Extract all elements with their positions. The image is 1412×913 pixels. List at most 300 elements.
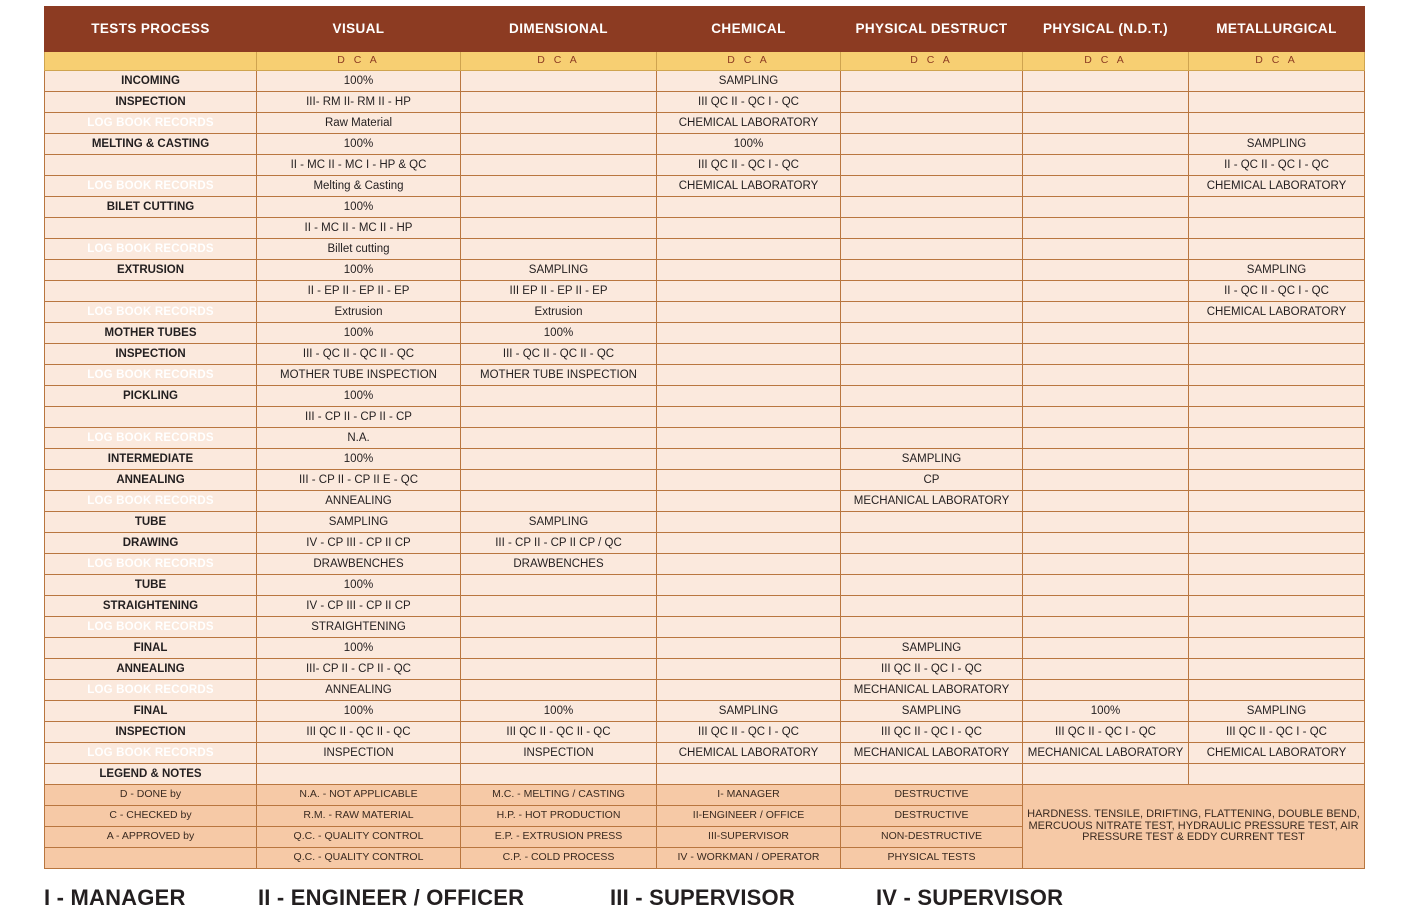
chemical-cell [657,407,841,428]
metallurgical-cell [1189,344,1365,365]
legend-visual-cell: Q.C. - QUALITY CONTROL [257,827,461,848]
table-row [45,554,1365,575]
dimensional-cell [461,617,657,638]
chemical-cell [657,596,841,617]
visual-cell: Billet cutting [257,239,461,260]
visual-cell: MOTHER TUBE INSPECTION [257,365,461,386]
legend-row [45,785,1365,806]
physical-destruct-cell [841,554,1023,575]
table-header [45,7,1365,52]
legend-physical-cell: PHYSICAL TESTS [841,848,1023,869]
metallurgical-cell [1189,365,1365,386]
ndt-cell [1023,344,1189,365]
chemical-cell [657,638,841,659]
physical-destruct-cell [841,113,1023,134]
table-row [45,596,1365,617]
dca-metallurgical: D C A [1189,52,1365,71]
physical-destruct-cell [841,407,1023,428]
process-name-cell: FINAL [45,701,257,722]
dimensional-cell: 100% [461,701,657,722]
legend-role-cell: D - DONE by [45,785,257,806]
dimensional-cell: SAMPLING [461,512,657,533]
table-row [45,533,1365,554]
visual-cell: III QC II - QC II - QC [257,722,461,743]
ndt-cell [1023,239,1189,260]
metallurgical-cell [1189,449,1365,470]
metallurgical-cell [1189,491,1365,512]
ndt-cell [1023,617,1189,638]
process-name-cell [45,281,257,302]
ndt-cell [1023,470,1189,491]
process-name-cell: TUBE [45,575,257,596]
metallurgical-cell: CHEMICAL LABORATORY [1189,176,1365,197]
legend-chemical-cell: III-SUPERVISOR [657,827,841,848]
metallurgical-cell [1189,533,1365,554]
visual-cell: ANNEALING [257,680,461,701]
metallurgical-cell [1189,239,1365,260]
physical-destruct-cell [841,197,1023,218]
visual-cell: 100% [257,575,461,596]
inspection-test-plan-table [44,6,1365,869]
visual-cell: 100% [257,71,461,92]
visual-cell: II - MC II - MC II - HP [257,218,461,239]
physical-destruct-cell [841,260,1023,281]
dimensional-cell [461,575,657,596]
dca-chemical: D C A [657,52,841,71]
process-name-cell: TUBE [45,512,257,533]
ndt-tests-notes: HARDNESS. TENSILE, DRIFTING, FLATTENING, DOUBLE BEND, MERCUOUS NITRATE TEST, HYDRAULIC PRESSURE TEST, AIR PRESSURE TEST & EDDY CURRENT TEST [1023,785,1365,869]
physical-destruct-cell [841,218,1023,239]
dimensional-cell [461,134,657,155]
metallurgical-cell: SAMPLING [1189,134,1365,155]
chemical-cell [657,323,841,344]
process-name-cell [45,218,257,239]
footer-item-supervisor-3: III - SUPERVISOR [610,885,795,910]
column-header-physical-destruct: PHYSICAL DESTRUCT [841,7,1023,52]
metallurgical-cell [1189,617,1365,638]
physical-destruct-cell [841,176,1023,197]
ndt-cell [1023,302,1189,323]
physical-destruct-cell [841,239,1023,260]
dimensional-cell: III EP II - EP II - EP [461,281,657,302]
visual-cell: II - EP II - EP II - EP [257,281,461,302]
physical-destruct-cell: III QC II - QC I - QC [841,722,1023,743]
table-row [45,512,1365,533]
ndt-cell [1023,449,1189,470]
chemical-cell: III QC II - QC I - QC [657,722,841,743]
chemical-cell: SAMPLING [657,701,841,722]
chemical-cell [657,659,841,680]
metallurgical-cell: III QC II - QC I - QC [1189,722,1365,743]
log-book-records-label: LOG BOOK RECORDS [45,176,257,197]
table-row [45,638,1365,659]
process-name-cell [45,407,257,428]
table-row [45,71,1365,92]
physical-destruct-cell [841,92,1023,113]
table-body [45,52,1365,869]
dimensional-cell [461,197,657,218]
chemical-cell [657,344,841,365]
metallurgical-cell [1189,470,1365,491]
physical-destruct-cell [841,617,1023,638]
visual-cell: STRAIGHTENING [257,617,461,638]
ndt-cell [1023,428,1189,449]
process-name-cell: EXTRUSION [45,260,257,281]
process-name-cell [45,155,257,176]
footer-item-engineer: II - ENGINEER / OFFICER [258,885,525,910]
process-name-cell: INSPECTION [45,344,257,365]
ndt-cell [1023,113,1189,134]
legend-chemical-cell: I- MANAGER [657,785,841,806]
ndt-cell: MECHANICAL LABORATORY [1023,743,1189,764]
physical-destruct-cell: SAMPLING [841,701,1023,722]
ndt-cell [1023,512,1189,533]
table-row [45,701,1365,722]
column-header-visual: VISUAL [257,7,461,52]
footer-item-manager: I - MANAGER [44,885,186,910]
physical-destruct-cell [841,323,1023,344]
dca-visual: D C A [257,52,461,71]
log-book-records-label: LOG BOOK RECORDS [45,239,257,260]
legend-dimensional-cell: E.P. - EXTRUSION PRESS [461,827,657,848]
table-row [45,197,1365,218]
log-book-records-label: LOG BOOK RECORDS [45,554,257,575]
legend-chemical-cell: IV - WORKMAN / OPERATOR [657,848,841,869]
process-name-cell: INCOMING [45,71,257,92]
column-header-chemical: CHEMICAL [657,7,841,52]
dca-subheader-row [45,52,1365,71]
legend-role-cell: C - CHECKED by [45,806,257,827]
chemical-cell [657,512,841,533]
chemical-cell: 100% [657,134,841,155]
metallurgical-cell [1189,596,1365,617]
dimensional-cell: Extrusion [461,302,657,323]
table-row [45,722,1365,743]
chemical-cell [657,491,841,512]
process-name-cell: MOTHER TUBES [45,323,257,344]
ndt-cell [1023,407,1189,428]
table-row [45,218,1365,239]
process-name-cell: INTERMEDIATE [45,449,257,470]
ndt-cell [1023,197,1189,218]
visual-cell: III - CP II - CP II E - QC [257,470,461,491]
ndt-cell [1023,71,1189,92]
ndt-cell [1023,323,1189,344]
ndt-cell: 100% [1023,701,1189,722]
dimensional-cell [461,491,657,512]
ndt-cell [1023,533,1189,554]
metallurgical-cell: II - QC II - QC I - QC [1189,281,1365,302]
visual-cell: N.A. [257,428,461,449]
dimensional-cell: III - CP II - CP II CP / QC [461,533,657,554]
visual-cell: IV - CP III - CP II CP [257,533,461,554]
legend-physical-cell: DESTRUCTIVE [841,806,1023,827]
legend-header-blank [841,764,1023,785]
chemical-cell [657,239,841,260]
chemical-cell [657,554,841,575]
metallurgical-cell [1189,407,1365,428]
physical-destruct-cell [841,428,1023,449]
dca-physical-destruct: D C A [841,52,1023,71]
process-name-cell: BILET CUTTING [45,197,257,218]
legend-physical-cell: NON-DESTRUCTIVE [841,827,1023,848]
legend-title: LEGEND & NOTES [45,764,257,785]
physical-destruct-cell [841,533,1023,554]
table-row [45,659,1365,680]
physical-destruct-cell: MECHANICAL LABORATORY [841,743,1023,764]
metallurgical-cell [1189,680,1365,701]
dimensional-cell [461,407,657,428]
dimensional-cell [461,470,657,491]
visual-cell: 100% [257,197,461,218]
role-legend-footer [44,885,1412,911]
dimensional-cell: III - QC II - QC II - QC [461,344,657,365]
legend-dimensional-cell: C.P. - COLD PROCESS [461,848,657,869]
physical-destruct-cell [841,344,1023,365]
dca-ndt: D C A [1023,52,1189,71]
chemical-cell: CHEMICAL LABORATORY [657,743,841,764]
visual-cell: Extrusion [257,302,461,323]
ndt-cell [1023,575,1189,596]
visual-cell: III- RM II- RM II - HP [257,92,461,113]
metallurgical-cell: SAMPLING [1189,260,1365,281]
footer-item-supervisor-4: IV - SUPERVISOR [876,885,1064,910]
chemical-cell: CHEMICAL LABORATORY [657,113,841,134]
table-row [45,575,1365,596]
dimensional-cell [461,596,657,617]
table-row [45,365,1365,386]
physical-destruct-cell [841,386,1023,407]
visual-cell: INSPECTION [257,743,461,764]
visual-cell: SAMPLING [257,512,461,533]
chemical-cell [657,386,841,407]
visual-cell: 100% [257,134,461,155]
ndt-cell [1023,659,1189,680]
legend-role-cell: A - APPROVED by [45,827,257,848]
chemical-cell [657,428,841,449]
table-row [45,449,1365,470]
metallurgical-cell [1189,197,1365,218]
physical-destruct-cell [841,512,1023,533]
table-row [45,743,1365,764]
visual-cell: 100% [257,323,461,344]
metallurgical-cell [1189,113,1365,134]
physical-destruct-cell [841,365,1023,386]
chemical-cell [657,218,841,239]
visual-cell: 100% [257,449,461,470]
dimensional-cell: 100% [461,323,657,344]
legend-visual-cell: N.A. - NOT APPLICABLE [257,785,461,806]
chemical-cell: SAMPLING [657,71,841,92]
chemical-cell: III QC II - QC I - QC [657,92,841,113]
dimensional-cell [461,176,657,197]
visual-cell: IV - CP III - CP II CP [257,596,461,617]
metallurgical-cell [1189,71,1365,92]
dimensional-cell [461,113,657,134]
physical-destruct-cell [841,575,1023,596]
visual-cell: 100% [257,260,461,281]
chemical-cell [657,197,841,218]
dimensional-cell [461,659,657,680]
table-row [45,680,1365,701]
legend-header-blank [461,764,657,785]
ndt-cell [1023,491,1189,512]
dimensional-cell [461,92,657,113]
ndt-cell [1023,281,1189,302]
chemical-cell [657,302,841,323]
visual-cell: III- CP II - CP II - QC [257,659,461,680]
log-book-records-label: LOG BOOK RECORDS [45,743,257,764]
metallurgical-cell [1189,386,1365,407]
visual-cell: III - QC II - QC II - QC [257,344,461,365]
physical-destruct-cell: MECHANICAL LABORATORY [841,491,1023,512]
metallurgical-cell [1189,92,1365,113]
ndt-cell [1023,155,1189,176]
metallurgical-cell: SAMPLING [1189,701,1365,722]
column-header-physical-ndt: PHYSICAL (N.D.T.) [1023,7,1189,52]
physical-destruct-cell: CP [841,470,1023,491]
visual-cell: II - MC II - MC I - HP & QC [257,155,461,176]
metallurgical-cell: II - QC II - QC I - QC [1189,155,1365,176]
log-book-records-label: LOG BOOK RECORDS [45,491,257,512]
dimensional-cell [461,386,657,407]
dca-blank [45,52,257,71]
dimensional-cell: DRAWBENCHES [461,554,657,575]
process-name-cell: STRAIGHTENING [45,596,257,617]
metallurgical-cell [1189,218,1365,239]
process-name-cell: ANNEALING [45,470,257,491]
metallurgical-cell [1189,554,1365,575]
log-book-records-label: LOG BOOK RECORDS [45,617,257,638]
ndt-cell [1023,176,1189,197]
dimensional-cell [461,680,657,701]
process-name-cell: INSPECTION [45,92,257,113]
table-row [45,155,1365,176]
dimensional-cell: INSPECTION [461,743,657,764]
log-book-records-label: LOG BOOK RECORDS [45,428,257,449]
physical-destruct-cell: III QC II - QC I - QC [841,659,1023,680]
process-name-cell: ANNEALING [45,659,257,680]
column-header-tests-process: TESTS PROCESS [45,7,257,52]
visual-cell: 100% [257,638,461,659]
ndt-cell [1023,218,1189,239]
dimensional-cell [461,239,657,260]
visual-cell: ANNEALING [257,491,461,512]
legend-dimensional-cell: H.P. - HOT PRODUCTION [461,806,657,827]
log-book-records-label: LOG BOOK RECORDS [45,365,257,386]
table-row [45,239,1365,260]
table-row [45,260,1365,281]
process-name-cell: DRAWING [45,533,257,554]
metallurgical-cell [1189,512,1365,533]
table-row [45,92,1365,113]
physical-destruct-cell [841,155,1023,176]
ndt-cell [1023,680,1189,701]
physical-destruct-cell [841,302,1023,323]
physical-destruct-cell [841,134,1023,155]
ndt-cell [1023,365,1189,386]
legend-dimensional-cell: M.C. - MELTING / CASTING [461,785,657,806]
log-book-records-label: LOG BOOK RECORDS [45,113,257,134]
chemical-cell: III QC II - QC I - QC [657,155,841,176]
table-row [45,428,1365,449]
chemical-cell [657,680,841,701]
dimensional-cell: SAMPLING [461,260,657,281]
dimensional-cell: MOTHER TUBE INSPECTION [461,365,657,386]
visual-cell: Raw Material [257,113,461,134]
table-row [45,386,1365,407]
process-name-cell: INSPECTION [45,722,257,743]
physical-destruct-cell [841,281,1023,302]
chemical-cell [657,281,841,302]
ndt-cell [1023,260,1189,281]
legend-header-blank [1189,764,1365,785]
table-row [45,323,1365,344]
table-row [45,176,1365,197]
dimensional-cell: III QC II - QC II - QC [461,722,657,743]
metallurgical-cell [1189,575,1365,596]
visual-cell: Melting & Casting [257,176,461,197]
table-row [45,491,1365,512]
table-row [45,302,1365,323]
column-header-dimensional: DIMENSIONAL [461,7,657,52]
visual-cell: 100% [257,701,461,722]
chemical-cell [657,449,841,470]
legend-chemical-cell: II-ENGINEER / OFFICE [657,806,841,827]
metallurgical-cell [1189,323,1365,344]
ndt-cell [1023,554,1189,575]
chemical-cell: CHEMICAL LABORATORY [657,176,841,197]
legend-header-blank [1023,764,1189,785]
metallurgical-cell [1189,428,1365,449]
legend-visual-cell: R.M. - RAW MATERIAL [257,806,461,827]
chemical-cell [657,533,841,554]
legend-header-blank [657,764,841,785]
visual-cell: DRAWBENCHES [257,554,461,575]
chemical-cell [657,260,841,281]
ndt-cell [1023,92,1189,113]
metallurgical-cell [1189,638,1365,659]
table-row [45,281,1365,302]
ndt-cell [1023,596,1189,617]
table-row [45,617,1365,638]
chemical-cell [657,470,841,491]
process-name-cell: MELTING & CASTING [45,134,257,155]
legend-header-row [45,764,1365,785]
dimensional-cell [461,155,657,176]
legend-visual-cell: Q.C. - QUALITY CONTROL [257,848,461,869]
table-row [45,134,1365,155]
visual-cell: III - CP II - CP II - CP [257,407,461,428]
chemical-cell [657,575,841,596]
chemical-cell [657,365,841,386]
metallurgical-cell: CHEMICAL LABORATORY [1189,302,1365,323]
metallurgical-cell [1189,659,1365,680]
dimensional-cell [461,218,657,239]
visual-cell: 100% [257,386,461,407]
metallurgical-cell: CHEMICAL LABORATORY [1189,743,1365,764]
process-name-cell: PICKLING [45,386,257,407]
dca-dimensional: D C A [461,52,657,71]
process-name-cell: FINAL [45,638,257,659]
physical-destruct-cell [841,596,1023,617]
physical-destruct-cell [841,71,1023,92]
table-row [45,113,1365,134]
physical-destruct-cell: MECHANICAL LABORATORY [841,680,1023,701]
log-book-records-label: LOG BOOK RECORDS [45,680,257,701]
physical-destruct-cell: SAMPLING [841,449,1023,470]
dimensional-cell [461,449,657,470]
